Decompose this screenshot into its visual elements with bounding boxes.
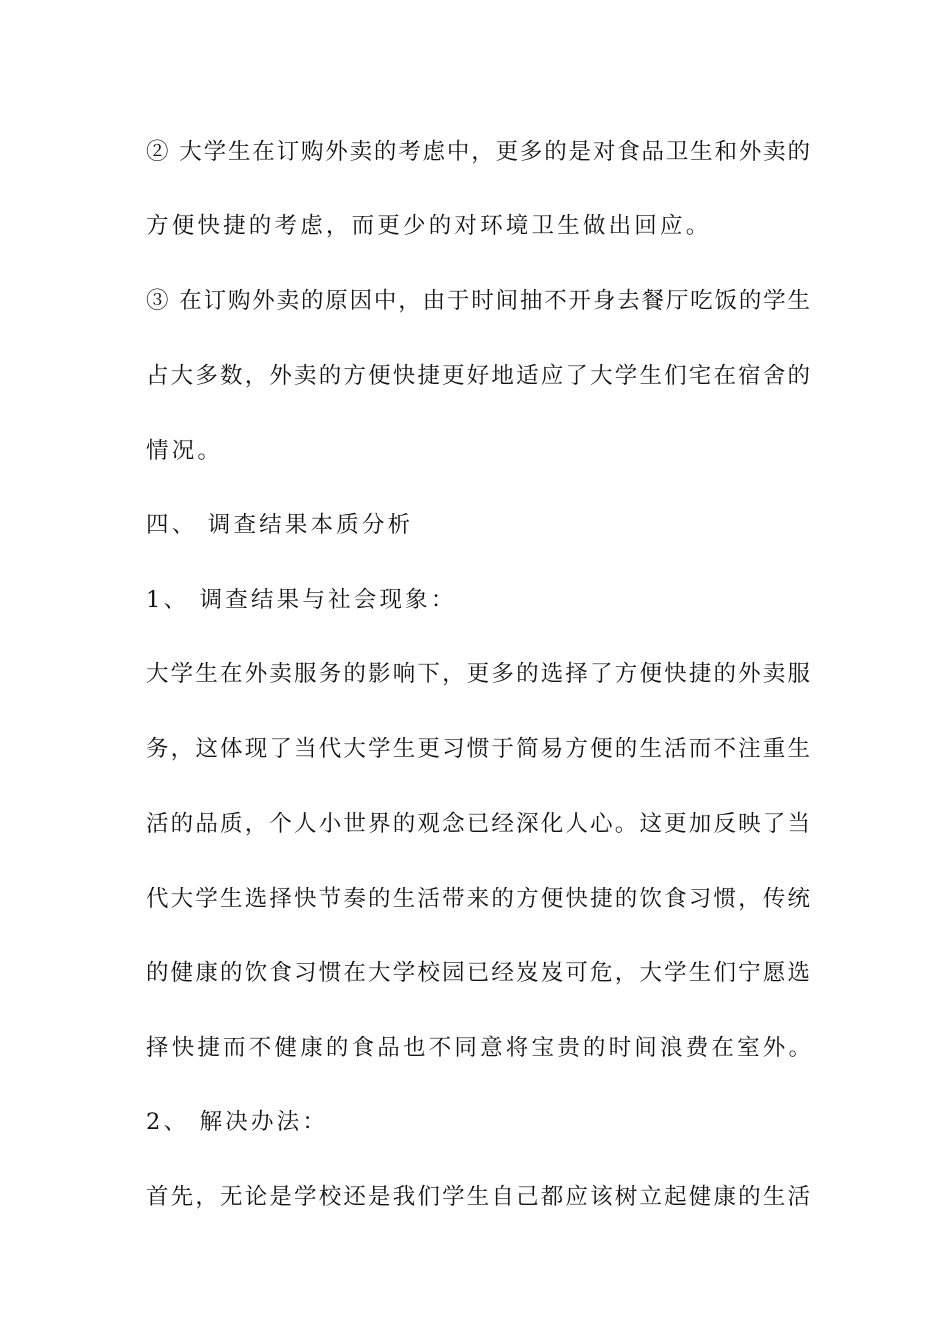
paragraph-3-line-1: ③ 在订购外卖的原因中，由于时间抽不开身去餐厅吃饭的学生	[146, 288, 810, 314]
body-paragraph-line-2: 务，这体现了当代大学生更习惯于简易方便的生活而不注重生	[146, 736, 810, 762]
body-paragraph-line-4: 代大学生选择快节奏的生活带来的方便快捷的饮食习惯，传统	[146, 886, 810, 912]
paragraph-3-line-2: 占大多数，外卖的方便快捷更好地适应了大学生们宅在宿舍的	[146, 363, 810, 389]
section-heading-4: 四、 调查结果本质分析	[146, 512, 414, 538]
body-paragraph-line-3: 活的品质，个人小世界的观念已经深化人心。这更加反映了当	[146, 811, 810, 837]
body-paragraph-line-6: 择快捷而不健康的食品也不同意将宝贵的时间浪费在室外。	[146, 1035, 815, 1061]
paragraph-2-line-2: 方便快捷的考虑，而更少的对环境卫生做出回应。	[146, 213, 712, 239]
body-paragraph-line-5: 的健康的饮食习惯在大学校园已经岌岌可危，大学生们宁愿选	[146, 960, 810, 986]
subheading-2: 2、 解决办法：	[146, 1109, 329, 1135]
solution-paragraph-line-1: 首先，无论是学校还是我们学生自己都应该树立起健康的生活	[146, 1184, 810, 1210]
subheading-1: 1、 调查结果与社会现象：	[146, 587, 457, 613]
paragraph-2-line-1: ② 大学生在订购外卖的考虑中，更多的是对食品卫生和外卖的	[146, 139, 810, 165]
paragraph-3-line-3: 情况。	[146, 438, 224, 464]
body-paragraph-line-1: 大学生在外卖服务的影响下，更多的选择了方便快捷的外卖服	[146, 661, 810, 687]
